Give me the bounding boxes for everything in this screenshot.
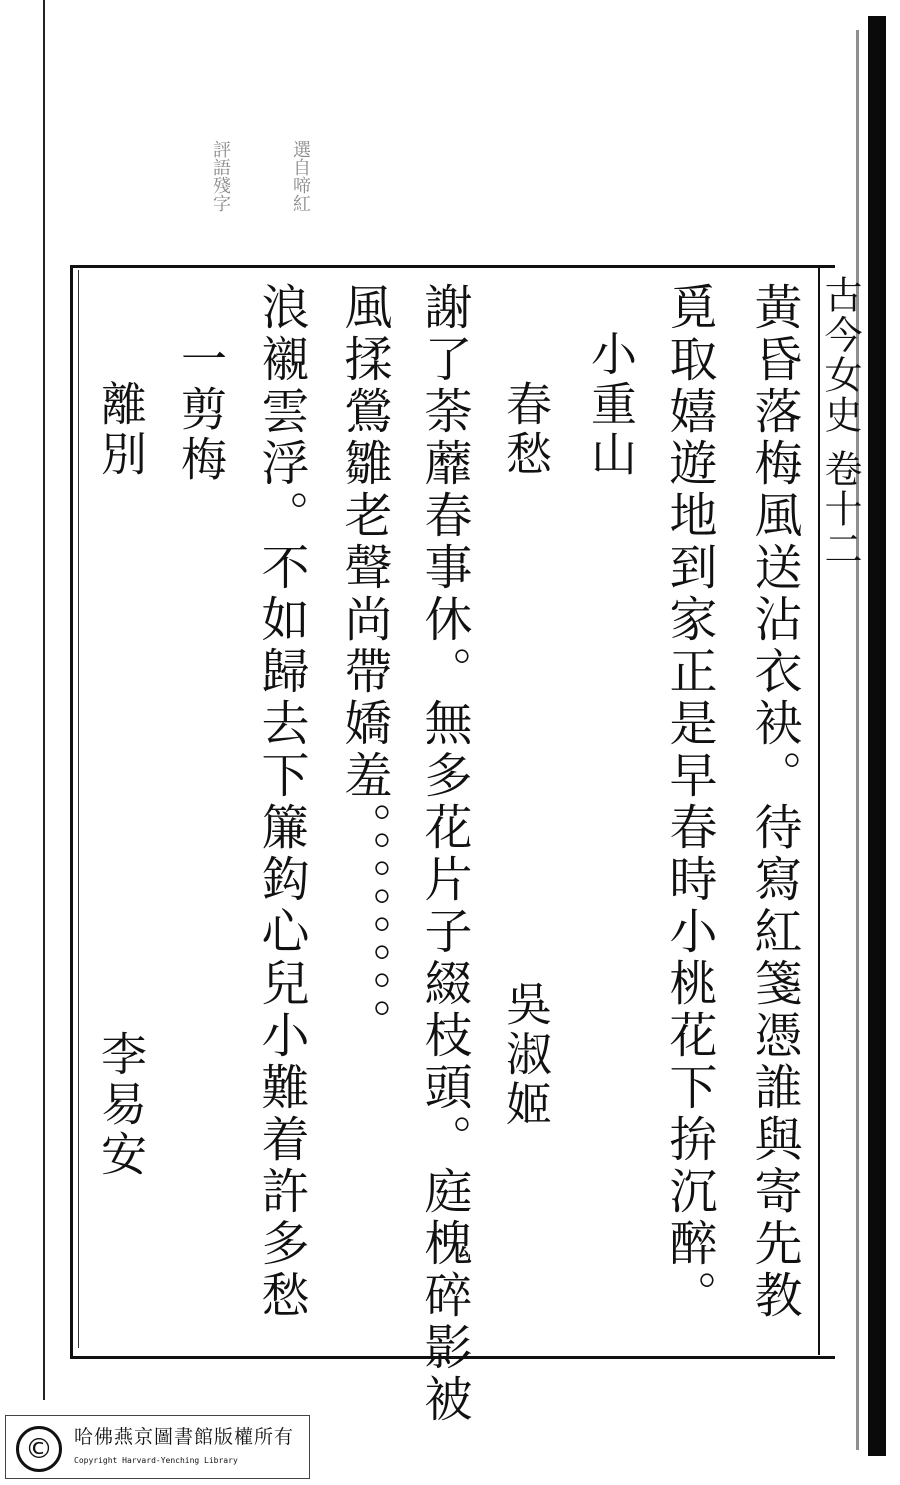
- poem-line-3: 謝了荼蘼春事休。無多花片子綴枝頭。庭槐碎影被: [416, 282, 472, 1426]
- copyright-icon: ©: [16, 1426, 62, 1472]
- margin-note-1: 選自啼紅: [290, 140, 311, 212]
- poem-title-li-bie-author: 離別 李易安: [94, 380, 148, 1180]
- frame-inner-line: [78, 270, 79, 1348]
- poem-line-5: 浪襯雲浮。不如歸去下簾鈎心兒小難着許多愁: [253, 282, 309, 1322]
- tune-title-yi-jian-mei: 一剪梅: [174, 335, 228, 485]
- copyright-stamp: [5, 1415, 310, 1479]
- poem-line-1: 黃昏落梅風送沾衣袂。待寫紅箋憑誰與寄先教: [746, 282, 802, 1322]
- right-binding-edge: [868, 16, 886, 1456]
- copyright-chinese: 哈佛燕京圖書館版權所有: [74, 1426, 295, 1448]
- tune-title-xiao-chong-shan: 小重山: [584, 330, 638, 480]
- poem-line-4: 風揉鶯雛老聲尚帶嬌羞。。。。。。。。: [336, 282, 392, 1050]
- copyright-english: Copyright Harvard-Yenching Library: [74, 1456, 238, 1465]
- poem-line-2: 覓取嬉遊地到家正是早春時小桃花下拚沉醉。: [661, 282, 717, 1322]
- left-page-edge: [43, 0, 45, 1400]
- banner-title: 古今女史 卷十二: [818, 275, 862, 570]
- poem-title-chun-chou-author: 春愁 吳淑姬: [499, 380, 553, 1130]
- margin-note-2: 評語殘字: [210, 140, 231, 212]
